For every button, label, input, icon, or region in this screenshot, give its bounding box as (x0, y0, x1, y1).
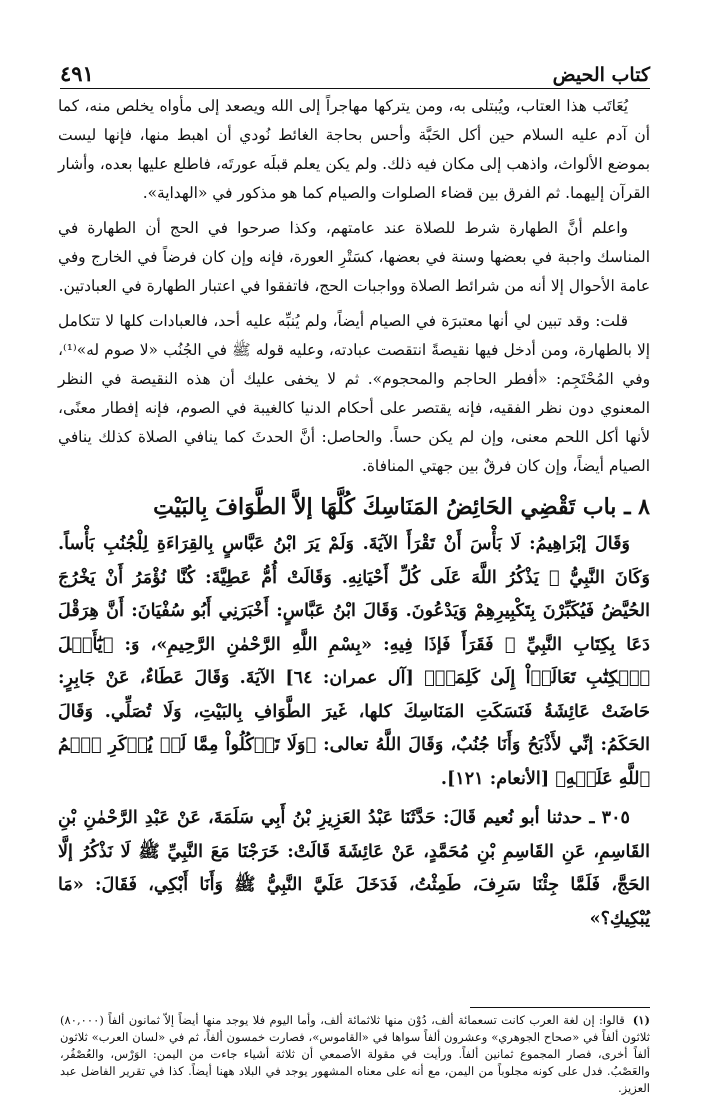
footnotes (60, 1012, 650, 1097)
footnote-divider (470, 1007, 650, 1008)
commentary-paragraph: يُعَاتَب هذا العتاب، ويُبتلى به، ومن يتركها مهاجراً إلى الله ويصعد إلى مأواه يخلص منه، كما أن آدم عليه السلام حين أكل الحَبَّة وأحس بحاجة الغائط نُودي أن اهبط منها، فإنها ليست بموضع الألواث، واذهب إلى مكان فيه ذلك. ولم يكن يعلم قبلَه عورتَه، فاطلع عليها بعده، وأشار القرآن إليهما. ثم الفرق بين قضاء الصلوات والصيام كما هو مذكور في «الهداية». (58, 97, 650, 202)
commentary-paragraph: قلت: وقد تبين لي أنها معتبرَة في الصيام أيضاً، ولم يُنبِّه عليه أحد، فالعبادات كلها لا تتكامل إلا بالطهارة، ومن أدخل فيها نقيصةً انتقصت عبادته، وعليه قوله ﷺ في الجُنُب «لا صوم له»⁽¹⁾، وفي المُحْتَجِم: «أفطر الحاجم والمحجوم». ثم لا يخفى عليك أن هذه النقيصة في النظر المعنوي دون نظر الفقيه، فإنه يقتصر على أحكام الدنيا كالغيبة في الصوم، فإنه إفطار معنًى، لأنها أكل اللحم معنى، وإن لم يكن حساً. والحاصل: أنَّ الحدثَ كما ينافي الصلاة كذلك ينافي الصيام أيضاً، وإن كان فرقٌ بين جهتي المنافاة. (58, 312, 650, 475)
footnote (60, 1012, 650, 1097)
main-text (58, 92, 650, 941)
hadith-text: ٣٠٥ ـ حدثنا أبو نُعيم قَالَ: حَدَّثَنَا عَبْدُ العَزِيزِ بْنُ أَبِي سَلَمَةَ، عَنْ عَبْدِ الرَّحْمٰنِ بْنِ القَاسِمِ، عَنِ القَاسِمِ بْنِ مُحَمَّدٍ، عَنْ عَائِشَةَ قَالَتْ: خَرَجْنَا مَعَ النَّبِيِّ ﷺ لَا نَذْكُرُ إلَّا الحَجَّ، فَلَمَّا جِئْنَا سَرِفَ، طَمِثْتُ، فَدَخَلَ عَلَيَّ النَّبِيُّ ﷺ وَأَنَا أَبْكِي، فَقَالَ: «مَا يُبْكِيكِ؟» (58, 807, 650, 929)
chapter-running-title: كتاب الحيض (552, 64, 650, 86)
chapter-text: وَقَالَ إبْرَاهِيمُ: لَا بَأْسَ أَنْ تَقْرَأَ الآيَةَ. وَلَمْ يَرَ ابْنُ عَبَّاسٍ بِالقِرَاءَةِ لِلْجُنُبِ بَأْساً. وَكَانَ النَّبِيُّ ﷺ يَذْكُرُ اللَّهَ عَلَى كُلِّ أَحْيَانِهِ. وَقَالَتْ أُمُّ عَطِيَّةَ: كُنَّا نُؤْمَرُ أَنْ يَخْرُجَ الحُيَّضُ فَيُكَبِّرْنَ بِتَكْبِيرِهِمْ وَيَدْعُونَ. وَقَالَ ابْنُ عَبَّاسٍ: أَخْبَرَنِي أَبُو سُفْيَانَ: أَنَّ هِرَقْلَ دَعَا بِكِتَابِ النَّبِيِّ ﷺ فَقَرَأَ فَإذَا فِيهِ: «بِسْمِ اللَّهِ الرَّحْمٰنِ الرَّحِيمِ»، وَ: ﴿يَٰٓأَهۡلَ ٱلۡكِتَٰبِ تَعَالَوۡاْ إِلَىٰ كَلِمَةٖ﴾ [آل عمران: ٦٤] الآيَةَ. وَقَالَ عَطَاءٌ، عَنْ جَابِرٍ: حَاضَتْ عَائِشَةُ فَنَسَكَتِ المَنَاسِكَ كلها، غَيرَ الطَّوَافِ بِالبَيْتِ، وَلَا تُصَلِّي. وَقَالَ الحَكَمُ: إنِّي لأَذْبَحُ وَأَنَا جُنُبٌ، وَقَالَ اللَّهُ تعالى: ﴿وَلَا تَأۡكُلُواْ مِمَّا لَمۡ يُذۡكَرِ ٱسۡمُ ٱللَّهِ عَلَيۡهِ﴾ [الأنعام: ١٢١]. (58, 533, 650, 789)
page-number: ٤٩١ (60, 61, 94, 86)
page-header (60, 56, 650, 89)
footnote-text: قالوا: إن لغة العرب كانت تسعمائة ألف، دُوْن منها ثلاثمائة ألف، وأما اليوم فلا يوجد منها أيضاً إلاّ ثمانون ألفاً (٨٠,٠٠٠) ثلاثون ألفاً في «صحاح الجوهري» وعشرون ألفاً سواها في «القاموس»، فصارت خمسون ألفاً، ثم في «لسان العرب» ثلاثون ألفاً أخرى، فصار المجموع ثمانين ألفاً. ورأيت في مقولة الأصمعي أن ثلاثة أشياء جاءت من اليمن: الوَرْس، والعُصْفُر، والعَصْبُ. فدل على كونه مجلوباً من اليمن، مع أنه على معناه المشهور يوجد في البلاد ههنا أيضاً. كذا في تقرير الفاضل عبد العزيز. (60, 1013, 650, 1095)
chapter-heading: ٨ ـ باب تَقْضِي الحَائِضُ المَنَاسِكَ كُلَّهَا إلاَّ الطَّوَافَ بِالبَيْتِ (153, 494, 650, 520)
commentary-paragraph: واعلم أنَّ الطهارة شرط للصلاة عند عامتهم، وكذا صرحوا في الحج أن الطهارة في المناسك واجبة في بعضها وسنة في بعضها، كسَتْرِ العورة، فإنه وإن كان فرضاً في الخارج وفي عامة الأحوال إلا أنه من شرائط الصلاة وواجبات الحج، فاتفقوا في اعتبار الطهارة في العبادتين. (58, 219, 650, 295)
footnote-marker: (١) (632, 1013, 650, 1027)
